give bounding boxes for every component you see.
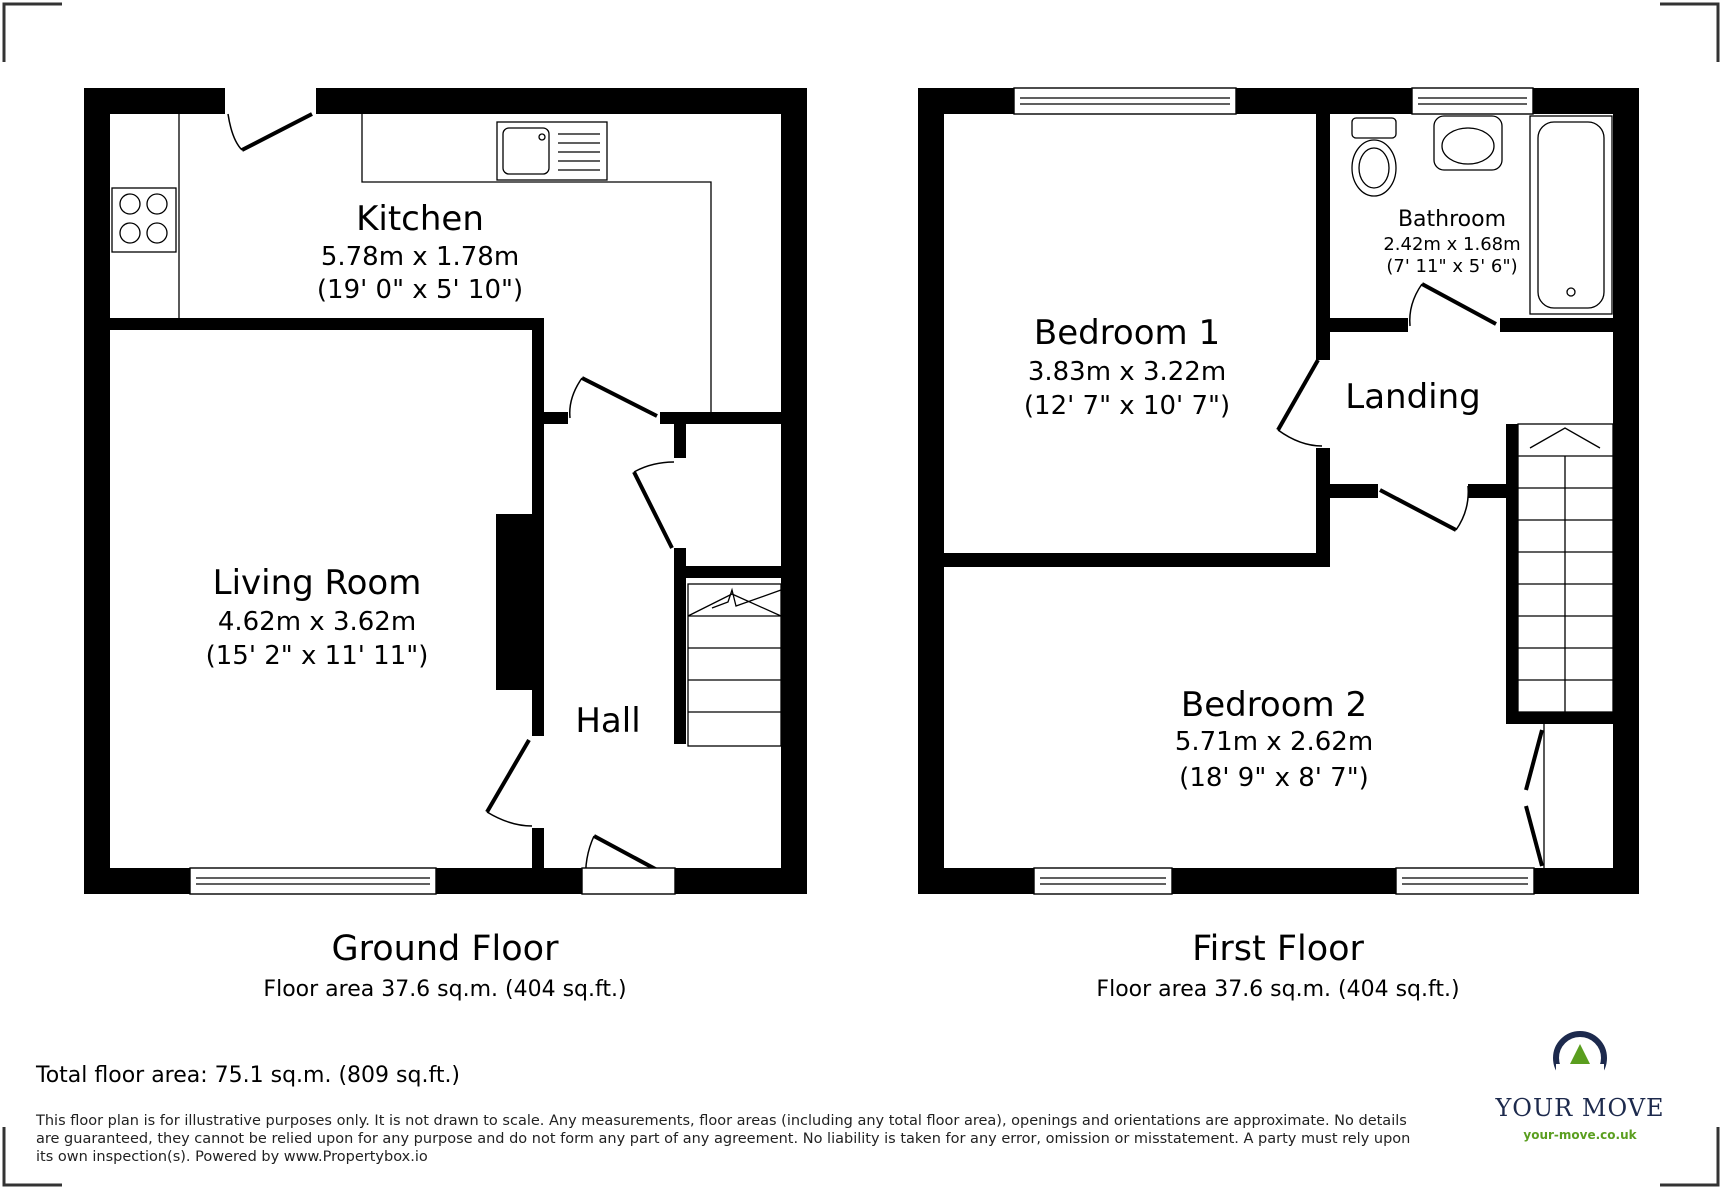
- first-floor-stairs: [1518, 424, 1613, 712]
- total-floor-area: Total floor area: 75.1 sq.m. (809 sq.ft.): [36, 1063, 461, 1088]
- kitchen-label: Kitchen: [356, 199, 484, 239]
- hall-label: Hall: [575, 701, 641, 741]
- bathroom-metric: 2.42m x 1.68m: [1383, 234, 1521, 255]
- bathroom-label: Bathroom: [1397, 207, 1507, 232]
- disclaimer-text: This floor plan is for illustrative purposes only. It is not drawn to scale. Any measurements, floor areas (including any total floor area), openings and orientations are approximate. No details are guaranteed, they cannot be relied upon for any purpose and do not form any part of any agreement. No liability is taken for any error, omission or misstatement. A party must rely upon its own inspection(s). Powered by www.Propertybox.io: [36, 1113, 1411, 1165]
- brand-logo: [1480, 1030, 1680, 1142]
- bedroom2-imperial: (18' 9" x 8' 7"): [1179, 763, 1369, 793]
- ground-floor-stairs: [688, 584, 781, 746]
- brand-url[interactable]: your-move.co.uk: [1523, 1128, 1637, 1142]
- living-room-imperial: (15' 2" x 11' 11"): [205, 641, 429, 671]
- bedroom2-label: Bedroom 2: [1180, 685, 1368, 725]
- bedroom1-metric: 3.83m x 3.22m: [1027, 357, 1227, 387]
- ground-floor-title: Ground Floor: [331, 929, 559, 969]
- bedroom2-metric: 5.71m x 2.62m: [1174, 727, 1374, 757]
- kitchen-metric: 5.78m x 1.78m: [320, 242, 520, 272]
- living-room-metric: 4.62m x 3.62m: [217, 607, 417, 637]
- kitchen-imperial: (19' 0" x 5' 10"): [316, 275, 524, 305]
- first-floor-title: First Floor: [1192, 929, 1364, 969]
- living-room-label: Living Room: [212, 563, 422, 603]
- bathroom-imperial: (7' 11" x 5' 6"): [1386, 256, 1518, 277]
- brand-name: YOUR MOVE: [1495, 1094, 1665, 1122]
- ground-floor-plan: [84, 88, 807, 1002]
- first-floor-plan: [918, 88, 1639, 1002]
- landing-label: Landing: [1345, 377, 1481, 417]
- ground-floor-area: Floor area 37.6 sq.m. (404 sq.ft.): [263, 977, 627, 1002]
- house-pin-icon: [1550, 1030, 1610, 1086]
- bedroom1-imperial: (12' 7" x 10' 7"): [1023, 391, 1231, 421]
- first-floor-area: Floor area 37.6 sq.m. (404 sq.ft.): [1096, 977, 1460, 1002]
- bedroom1-label: Bedroom 1: [1033, 313, 1221, 353]
